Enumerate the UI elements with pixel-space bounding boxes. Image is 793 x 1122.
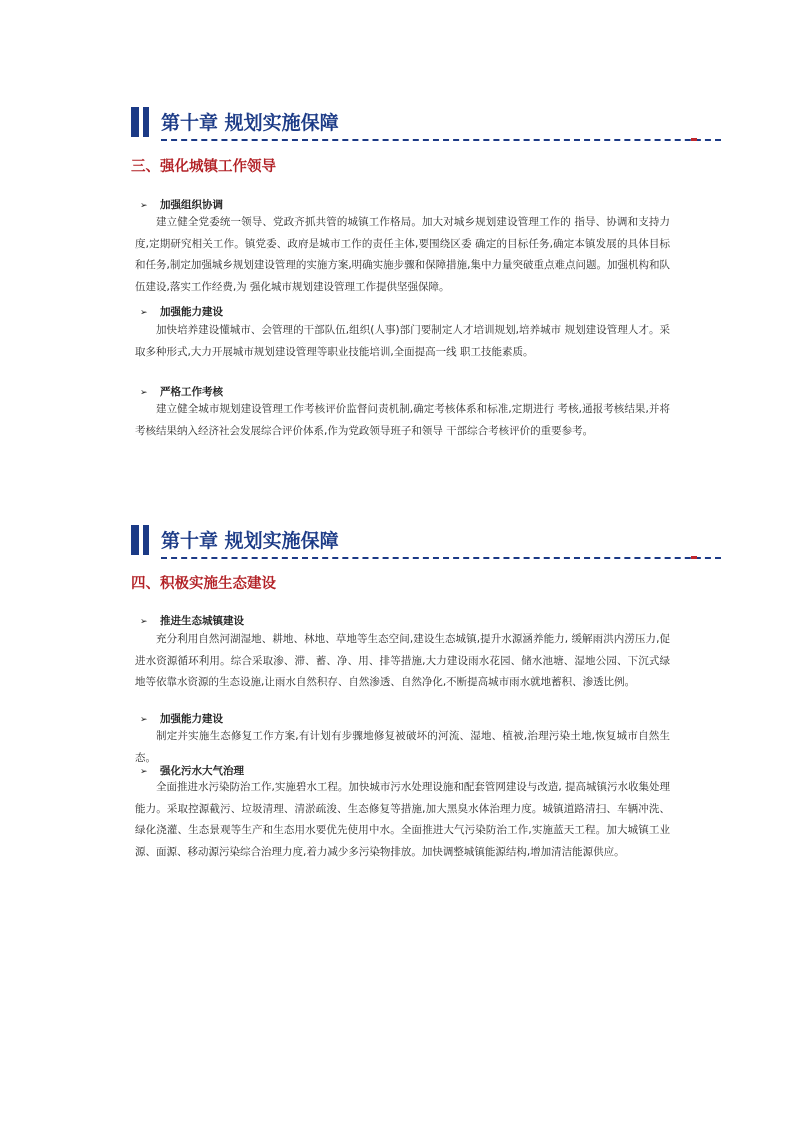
chapter-divider (161, 557, 721, 559)
bullet-arrow-icon: ➢ (140, 617, 148, 627)
item-paragraph: 充分利用自然河湖湿地、耕地、林地、草地等生态空间,建设生态城镇,提升水源涵养能力, 缓解雨洪内涝压力,促进水资源循环利用。综合采取渗、滞、蓄、净、用、排等措施,大力建设雨水花园、储水池塘、湿地公园、下沉式绿地等依靠水资源的生态设施,让雨水自然积存、自然渗透、自然净化,不断提高城市雨水就地蓄积、渗透比例。 (135, 633, 670, 688)
chapter-header (131, 107, 691, 137)
item-paragraph: 建立健全党委统一领导、党政齐抓共管的城镇工作格局。加大对城乡规划建设管理工作的 指导、协调和支持力度,定期研究相关工作。镇党委、政府是城市工作的责任主体,要围绕区委 确定的目标任务,确定本镇发展的具体目标和任务,制定加强城乡规划建设管理的实施方案,明确实施步骤和保障措施,集中力量突破重点难点问题。加强机构和队伍建设,落实工作经费,为 强化城市规划建设管理工作提供坚强保障。 (135, 216, 671, 293)
bullet-arrow-icon: ➢ (140, 388, 148, 398)
item-heading (140, 711, 223, 726)
item-heading-text: 严格工作考核 (160, 386, 223, 398)
item-heading-text: 加强能力建设 (160, 306, 223, 318)
item-heading (140, 613, 244, 628)
bullet-arrow-icon: ➢ (140, 308, 148, 318)
chapter-divider (161, 139, 721, 141)
item-heading-text: 强化污水大气治理 (160, 765, 244, 777)
chapter-bar-icon (131, 107, 139, 137)
item-heading-text: 加强能力建设 (160, 713, 223, 725)
chapter-title: 第十章 规划实施保障 (161, 112, 339, 134)
chapter-bar-icon (143, 107, 149, 137)
chapter-title: 第十章 规划实施保障 (161, 530, 339, 552)
chapter-header (131, 525, 691, 555)
bullet-arrow-icon: ➢ (140, 715, 148, 725)
section-title: 三、强化城镇工作领导 (131, 159, 276, 175)
item-heading (140, 384, 223, 399)
section-title: 四、积极实施生态建设 (131, 576, 276, 592)
chapter-bar-icon (131, 525, 139, 555)
bullet-arrow-icon: ➢ (140, 767, 148, 777)
bullet-arrow-icon: ➢ (140, 201, 148, 211)
item-heading (140, 197, 223, 212)
item-heading-text: 推进生态城镇建设 (160, 615, 244, 627)
chapter-bar-icon (143, 525, 149, 555)
item-heading (140, 304, 223, 319)
item-heading (140, 763, 244, 778)
chapter-divider-accent (691, 138, 697, 141)
item-paragraph: 建立健全城市规划建设管理工作考核评价监督问责机制,确定考核体系和标准,定期进行 考核,通报考核结果,并将考核结果纳入经济社会发展综合评价体系,作为党政领导班子和领导 干部综合考核评价的重要参考。 (135, 403, 670, 437)
item-paragraph: 制定并实施生态修复工作方案,有计划有步骤地修复被破坏的河流、湿地、植被,治理污染土地,恢复城市自然生态。 (135, 730, 670, 764)
item-paragraph: 全面推进水污染防治工作,实施碧水工程。加快城市污水处理设施和配套管网建设与改造, 提高城镇污水收集处理能力。采取控源截污、垃圾清理、清淤疏浚、生态修复等措施,加大黑臭水体治理力度。城镇道路清扫、车辆冲洗、绿化浇灌、生态景观等生产和生态用水要优先使用中水。全面推进大气污染防治工作,实施蓝天工程。加大城镇工业源、面源、移动源污染综合治理力度,着力减少多污染物排放。加快调整城镇能源结构,增加清洁能源供应。 (135, 781, 671, 858)
item-paragraph: 加快培养建设懂城市、会管理的干部队伍,组织(人事)部门要制定人才培训规划,培养城市 规划建设管理人才。采取多种形式,大力开展城市规划建设管理等职业技能培训,全面提高一线 职工技能素质。 (135, 324, 670, 358)
item-heading-text: 加强组织协调 (160, 199, 223, 211)
chapter-divider-accent (691, 556, 697, 559)
